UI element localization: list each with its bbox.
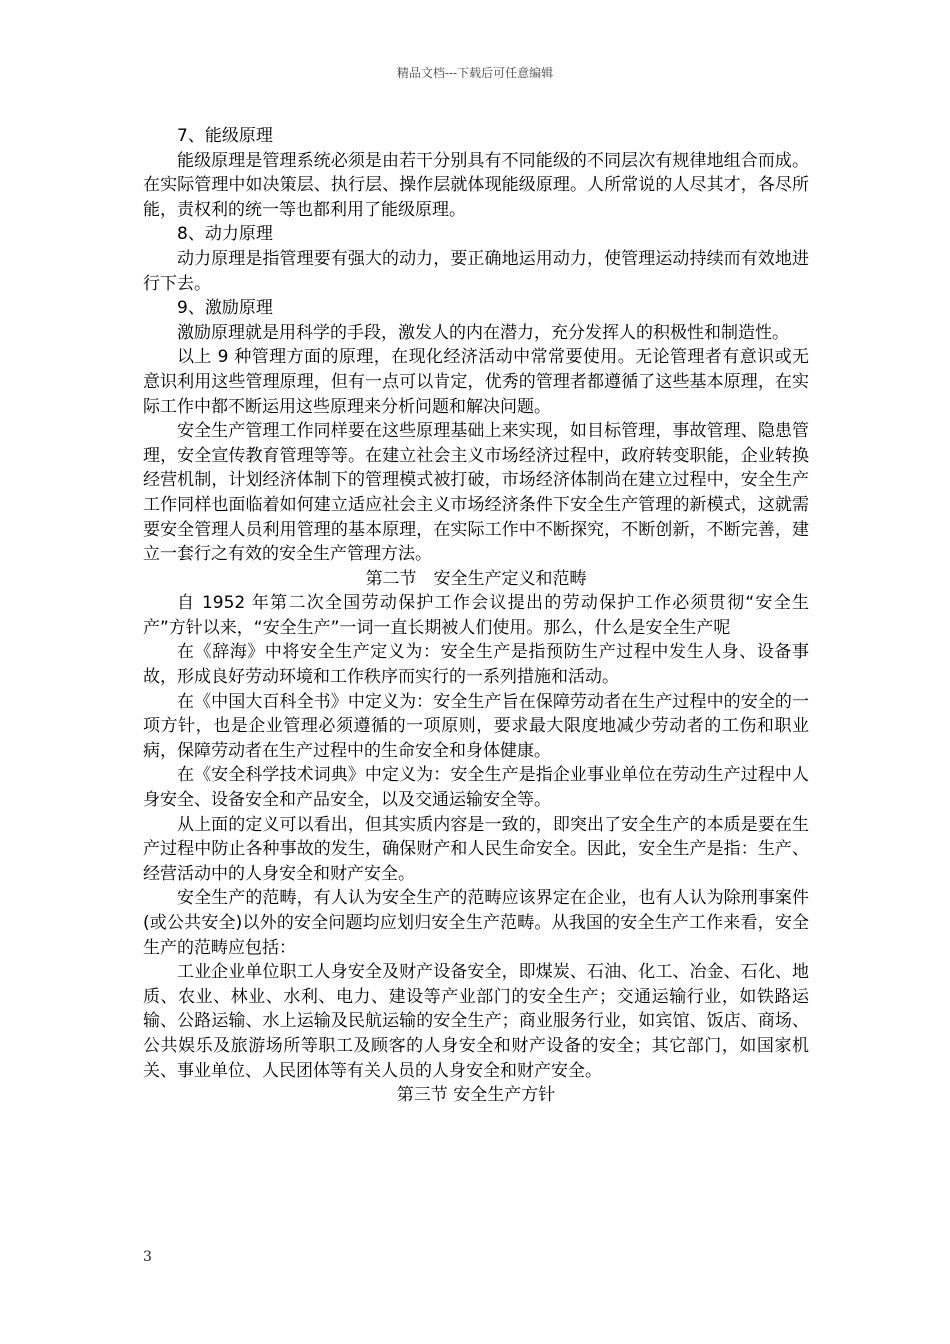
body-paragraph: 安全生产的范畴，有人认为安全生产的范畴应该界定在企业，也有人认为除刑事案件(或公共安全)以外的安全问题均应划归安全生产范畴。从我国的安全生产工作来看，安全生产的范畴应包括： bbox=[143, 888, 809, 958]
body-paragraph: 自 1952 年第二次全国劳动保护工作会议提出的劳动保护工作必须贯彻“安全生产”方针以来，“安全生产”一词一直长期被人们使用。那么，什么是安全生产呢 bbox=[143, 593, 809, 638]
body-paragraph: 在《辞海》中将安全生产定义为：安全生产是指预防生产过程中发生人身、设备事故，形成良好劳动环境和工作秩序而实行的一系列措施和活动。 bbox=[143, 642, 809, 688]
list-item-heading: 8、动力原理 bbox=[177, 224, 273, 245]
section-heading: 第三节 安全生产方针 bbox=[396, 1085, 556, 1106]
body-paragraph: 在《安全科学技术词典》中定义为：安全生产是指企业事业单位在劳动生产过程中人身安全、设备安全和产品安全，以及交通运输安全等。 bbox=[143, 765, 809, 811]
body-paragraph: 动力原理是指管理要有强大的动力，要正确地运用动力，使管理运动持续而有效地进行下去。 bbox=[143, 248, 809, 294]
section-heading: 第二节 安全生产定义和范畴 bbox=[365, 568, 587, 589]
body-paragraph: 工业企业单位职工人身安全及财产设备安全，即煤炭、石油、化工、冶金、石化、地质、农业、林业、水利、电力、建设等产业部门的安全生产；交通运输行业，如铁路运输、公路运输、水上运输及民航运输的安全生产；商业服务行业，如宾馆、饭店、商场、公共娱乐及旅游场所等职工及顾客的人身安全和财产设备的安全；其它部门，如国家机关、事业单位、人民团体等有关人员的人身安全和财产安全。 bbox=[143, 962, 809, 1081]
page-number: 3 bbox=[143, 1249, 152, 1265]
body-paragraph: 能级原理是管理系统必须是由若干分别具有不同能级的不同层次有规律地组合而成。在实际管理中如决策层、执行层、操作层就体现能级原理。人所常说的人尽其才，各尽所能，责权利的统一等也都利用了能级原理。 bbox=[143, 150, 809, 220]
list-item-heading: 7、能级原理 bbox=[177, 126, 273, 146]
body-paragraph: 安全生产管理工作同样要在这些原理基础上来实现，如目标管理，事故管理、隐患管理，安全宣传教育管理等等。在建立社会主义市场经济过程中，政府转变职能，企业转换经营机制，计划经济体制下的管理模式被打破，市场经济体制尚在建立过程中，安全生产工作同样也面临着如何建立适应社会主义市场经济条件下安全生产管理的新模式，这就需要安全管理人员利用管理的基本原理，在实际工作中不断探究，不断创新，不断完善，建立一套行之有效的安全生产管理方法。 bbox=[143, 421, 809, 565]
body-paragraph: 在《中国大百科全书》中定义为：安全生产旨在保障劳动者在生产过程中的安全的一项方针，也是企业管理必须遵循的一项原则，要求最大限度地减少劳动者的工伤和职业病，保障劳动者在生产过程中的生命安全和身体健康。 bbox=[143, 691, 809, 761]
body-paragraph: 以上 9 种管理方面的原理，在现化经济活动中常常要使用。无论管理者有意识或无意识利用这些管理原理，但有一点可以肯定，优秀的管理者都遵循了这些基本原理，在实际工作中都不断运用这些原理来分析问题和解决问题。 bbox=[143, 347, 809, 417]
body-paragraph: 激励原理就是用科学的手段，激发人的内在潜力，充分发挥人的积极性和制造性。 bbox=[177, 322, 789, 343]
body-paragraph: 从上面的定义可以看出，但其实质内容是一致的，即突出了安全生产的本质是要在生产过程中防止各种事故的发生，确保财产和人民生命安全。因此，安全生产是指：生产、经营活动中的人身安全和财产安全。 bbox=[143, 814, 809, 884]
document-body bbox=[143, 124, 809, 1108]
list-item-heading: 9、激励原理 bbox=[177, 298, 273, 319]
page-header: 精品文档---下载后可任意编辑 bbox=[396, 66, 554, 80]
